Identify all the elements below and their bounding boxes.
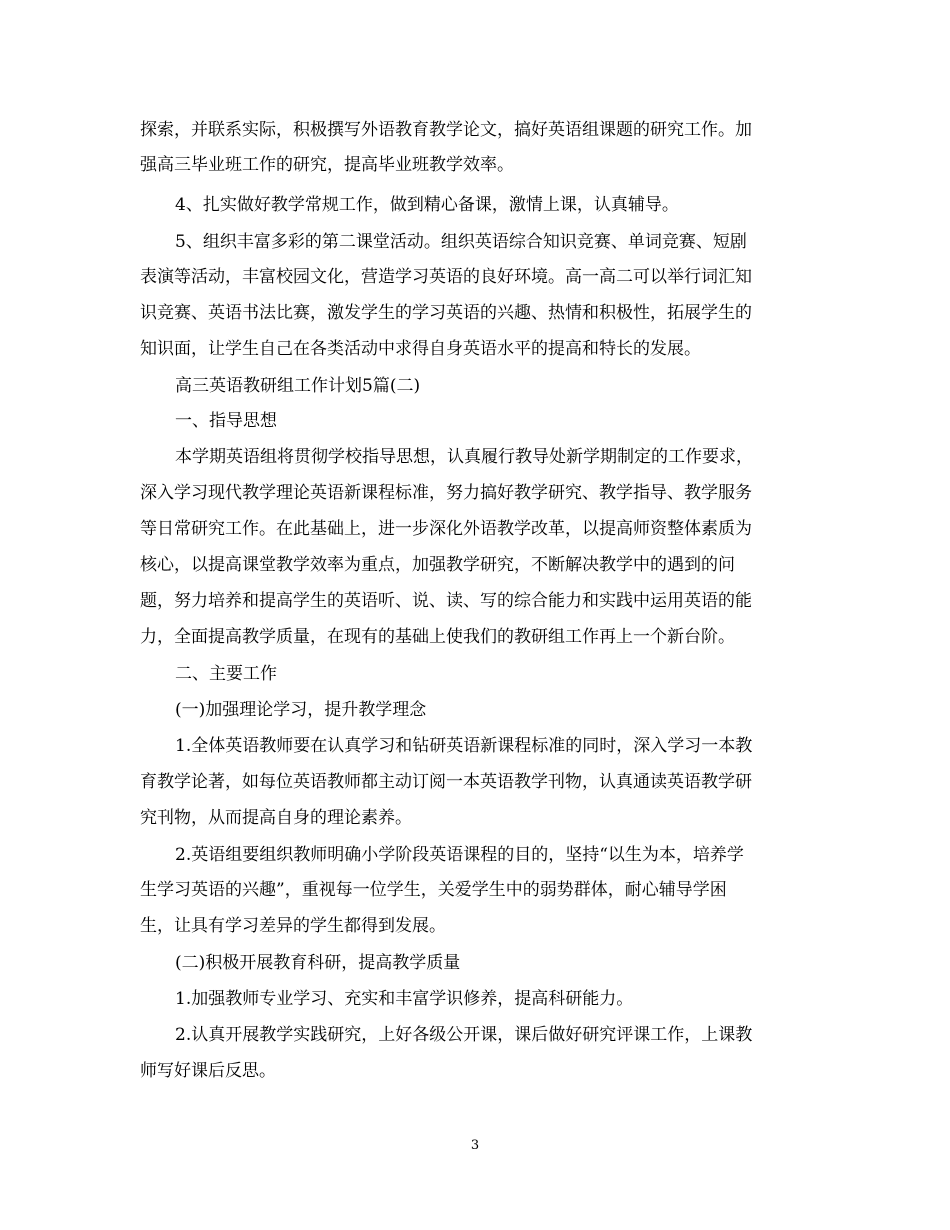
text-line: 力，全面提高教学质量，在现有的基础上使我们的教研组工作再上一个新台阶。 [140, 627, 735, 647]
text-line: 核心，以提高课堂教学效率为重点，加强教学研究，不断解决教学中的遇到的问 [140, 555, 735, 575]
text-line: 育教学论著，如每位英语教师都主动订阅一本英语教学刊物，认真通读英语教学研 [140, 772, 752, 792]
text-line: 生，让具有学习差异的学生都得到发展。 [140, 916, 446, 936]
text-line: 题，努力培养和提高学生的英语听、说、读、写的综合能力和实践中运用英语的能 [140, 591, 752, 611]
subheading-theory-study: (一)加强理论学习，提升教学理念 [175, 700, 427, 720]
text-line: 强高三毕业班工作的研究，提高毕业班教学效率。 [140, 155, 514, 175]
text-line: 师写好课后反思。 [140, 1061, 276, 1081]
paragraph-5: 5、组织丰富多彩的第二课堂活动。组织英语综合知识竞赛、单词竞赛、短剧 [175, 232, 747, 252]
text-line: 深入学习现代教学理论英语新课程标准，努力搞好教学研究、教学指导、教学服务 [140, 483, 752, 503]
text-line: 识竞赛、英语书法比赛，激发学生的学习英语的兴趣、热情和积极性，拓展学生的 [140, 303, 752, 323]
paragraph-4: 4、扎实做好教学常规工作，做到精心备课，激情上课，认真辅导。 [175, 195, 679, 215]
paragraph-guiding-ideology: 本学期英语组将贯彻学校指导思想，认真履行教导处新学期制定的工作要求， [175, 447, 753, 467]
heading-main-work: 二、主要工作 [175, 664, 277, 684]
subheading-research: (二)积极开展教育科研，提高教学质量 [175, 953, 461, 973]
section-title: 高三英语教研组工作计划5篇(二) [175, 376, 421, 396]
text-line: 知识面，让学生自己在各类活动中求得自身英语水平的提高和特长的发展。 [140, 339, 701, 359]
paragraph-research-1: 1.加强教师专业学习、充实和丰富学识修养，提高科研能力。 [175, 989, 634, 1009]
text-line: 生学习英语的兴趣”，重视每一位学生，关爱学生中的弱势群体，耐心辅导学困 [140, 880, 727, 900]
text-line: 表演等活动，丰富校园文化，营造学习英语的良好环境。高一高二可以举行词汇知 [140, 267, 752, 287]
paragraph-research-2: 2.认真开展教学实践研究，上好各级公开课，课后做好研究评课工作，上课教 [175, 1025, 753, 1045]
paragraph-item-2: 2.英语组要组织教师明确小学阶段英语课程的目的，坚持“以生为本，培养学 [175, 845, 744, 865]
heading-guiding-ideology: 一、指导思想 [175, 411, 277, 431]
text-line: 究刊物，从而提高自身的理论素养。 [140, 808, 412, 828]
text-line: 探索，并联系实际，积极撰写外语教育教学论文，搞好英语组课题的研究工作。加 [140, 120, 752, 140]
paragraph-item-1: 1.全体英语教师要在认真学习和钻研英语新课程标准的同时，深入学习一本教 [175, 736, 753, 756]
text-line: 等日常研究工作。在此基础上，进一步深化外语教学改革，以提高师资整体素质为 [140, 519, 752, 539]
page-number: 3 [470, 1138, 480, 1153]
